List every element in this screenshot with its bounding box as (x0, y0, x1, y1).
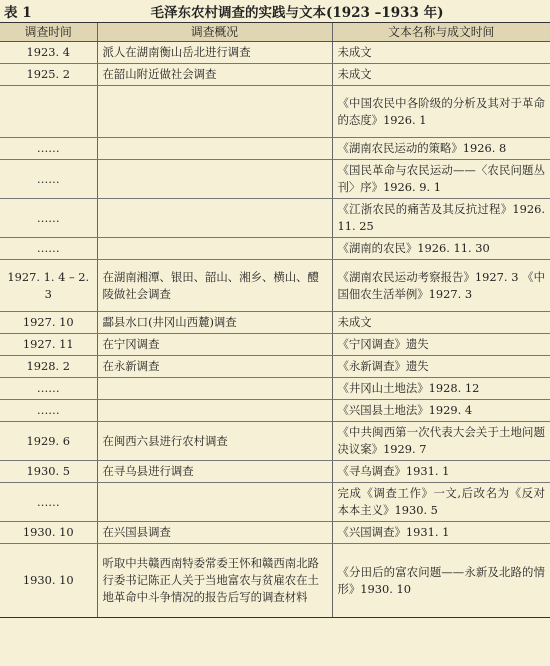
table-row (0, 42, 550, 64)
cell-time: …… (0, 160, 97, 199)
table-row (0, 544, 550, 618)
cell-time (0, 86, 97, 138)
table-row (0, 160, 550, 199)
cell-summary (97, 199, 332, 238)
cell-summary (97, 238, 332, 260)
table-body (0, 42, 550, 618)
table-row (0, 334, 550, 356)
cell-summary: 在韶山附近做社会调查 (97, 64, 332, 86)
cell-work: 《中共闽西第一次代表大会关于土地问题决议案》1929. 7 (332, 422, 550, 461)
cell-work: 《井冈山土地法》1928. 12 (332, 378, 550, 400)
cell-time: 1927. 11 (0, 334, 97, 356)
cell-time: 1929. 6 (0, 422, 97, 461)
table-row (0, 378, 550, 400)
table-caption (0, 0, 550, 22)
cell-work: 《宁冈调查》遗失 (332, 334, 550, 356)
cell-time: …… (0, 138, 97, 160)
cell-work: 《湖南农民运动考察报告》1927. 3 《中国佃农生活举例》1927. 3 (332, 260, 550, 312)
cell-summary (97, 138, 332, 160)
cell-work: 《湖南的农民》1926. 11. 30 (332, 238, 550, 260)
table-row (0, 422, 550, 461)
cell-work: 《兴国调查》1931. 1 (332, 522, 550, 544)
cell-work: 《寻乌调查》1931. 1 (332, 461, 550, 483)
cell-work: 《湖南农民运动的策略》1926. 8 (332, 138, 550, 160)
cell-summary (97, 483, 332, 522)
table-row (0, 483, 550, 522)
cell-time: …… (0, 238, 97, 260)
cell-work: 未成文 (332, 64, 550, 86)
cell-summary (97, 160, 332, 199)
table-row (0, 199, 550, 238)
cell-summary: 在宁冈调查 (97, 334, 332, 356)
table-row (0, 312, 550, 334)
cell-time: 1927. 10 (0, 312, 97, 334)
table-row (0, 138, 550, 160)
cell-work: 《分田后的富农问题——永新及北路的情形》1930. 10 (332, 544, 550, 618)
cell-summary: 在永新调查 (97, 356, 332, 378)
cell-summary: 在湖南湘潭、银田、韶山、湘乡、横山、醴陵做社会调查 (97, 260, 332, 312)
table-row (0, 461, 550, 483)
cell-work: 完成《调查工作》一文,后改名为《反对本本主义》1930. 5 (332, 483, 550, 522)
cell-work: 《兴国县土地法》1929. 4 (332, 400, 550, 422)
cell-time: 1927. 1. 4 – 2. 3 (0, 260, 97, 312)
table-row (0, 400, 550, 422)
cell-summary: 在闽西六县进行农村调查 (97, 422, 332, 461)
cell-time: 1930. 10 (0, 522, 97, 544)
cell-time: 1930. 5 (0, 461, 97, 483)
cell-summary: 在兴国县调查 (97, 522, 332, 544)
cell-work: 《中国农民中各阶级的分析及其对于革命的态度》1926. 1 (332, 86, 550, 138)
cell-time: 1923. 4 (0, 42, 97, 64)
cell-summary (97, 86, 332, 138)
table-row (0, 260, 550, 312)
cell-time: 1930. 10 (0, 544, 97, 618)
cell-work: 未成文 (332, 42, 550, 64)
table-number: 表 1 (4, 5, 32, 21)
cell-time: …… (0, 483, 97, 522)
header-work: 文本名称与成文时间 (332, 23, 550, 42)
cell-work: 《江浙农民的痛苦及其反抗过程》1926. 11. 25 (332, 199, 550, 238)
table-row (0, 238, 550, 260)
table-row (0, 64, 550, 86)
cell-time: …… (0, 378, 97, 400)
cell-work: 《永新调查》遗失 (332, 356, 550, 378)
cell-time: …… (0, 199, 97, 238)
cell-time: 1928. 2 (0, 356, 97, 378)
cell-work: 《国民革命与农民运动——〈农民问题丛刊〉序》1926. 9. 1 (332, 160, 550, 199)
cell-summary (97, 400, 332, 422)
header-summary: 调查概况 (97, 23, 332, 42)
table-row (0, 86, 550, 138)
table-title: 毛泽东农村调查的实践与文本(1923 –1933 年) (150, 5, 444, 21)
survey-table (0, 22, 550, 618)
table-row (0, 522, 550, 544)
cell-work: 未成文 (332, 312, 550, 334)
header-row (0, 23, 550, 42)
cell-summary: 听取中共赣西南特委常委王怀和赣西南北路行委书记陈正人关于当地富农与贫雇农在土地革命中斗争情况的报告后写的调查材料 (97, 544, 332, 618)
cell-summary: 派人在湖南衡山岳北进行调查 (97, 42, 332, 64)
header-time: 调查时间 (0, 23, 97, 42)
cell-time: …… (0, 400, 97, 422)
cell-summary: 酃县水口(井冈山西麓)调查 (97, 312, 332, 334)
cell-summary (97, 378, 332, 400)
table-row (0, 356, 550, 378)
cell-time: 1925. 2 (0, 64, 97, 86)
cell-summary: 在寻乌县进行调查 (97, 461, 332, 483)
